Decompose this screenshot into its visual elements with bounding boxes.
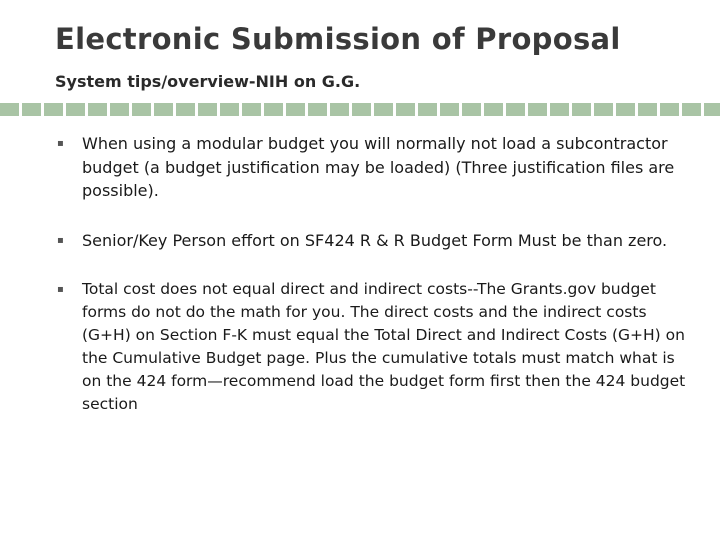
bullet-text: When using a modular budget you will normally not load a subcontractor budget (a budget justification may be loaded) (Three justification files are possible). — [82, 134, 675, 200]
bullet-text: Total cost does not equal direct and indirect costs--The Grants.gov budget forms do not do the math for you. The direct costs and the indirect costs (G+H) on Section F-K must equal the Total Direct and Indirect Costs (G+H) on the Cumulative Budget page. Plus the cumulative totals must match what is on the 424 form—recommend load the budget form first then the 424 budget section — [82, 280, 686, 413]
bullet-item — [0, 278, 720, 416]
bullet-square-icon: ▪ — [57, 234, 64, 246]
bullet-square-icon: ▪ — [57, 138, 64, 149]
slide-title: Electronic Submission of Proposal — [55, 22, 621, 56]
bullet-square-icon: ▪ — [57, 284, 64, 295]
bullet-text: Senior/Key Person effort on SF424 R & R Budget Form Must be than zero. — [82, 230, 668, 250]
decorative-divider-bar — [0, 103, 720, 116]
slide-subtitle: System tips/overview-NIH on G.G. — [55, 72, 361, 91]
bullet-list — [0, 132, 720, 416]
bullet-item — [0, 229, 720, 253]
bullet-item — [0, 132, 720, 203]
